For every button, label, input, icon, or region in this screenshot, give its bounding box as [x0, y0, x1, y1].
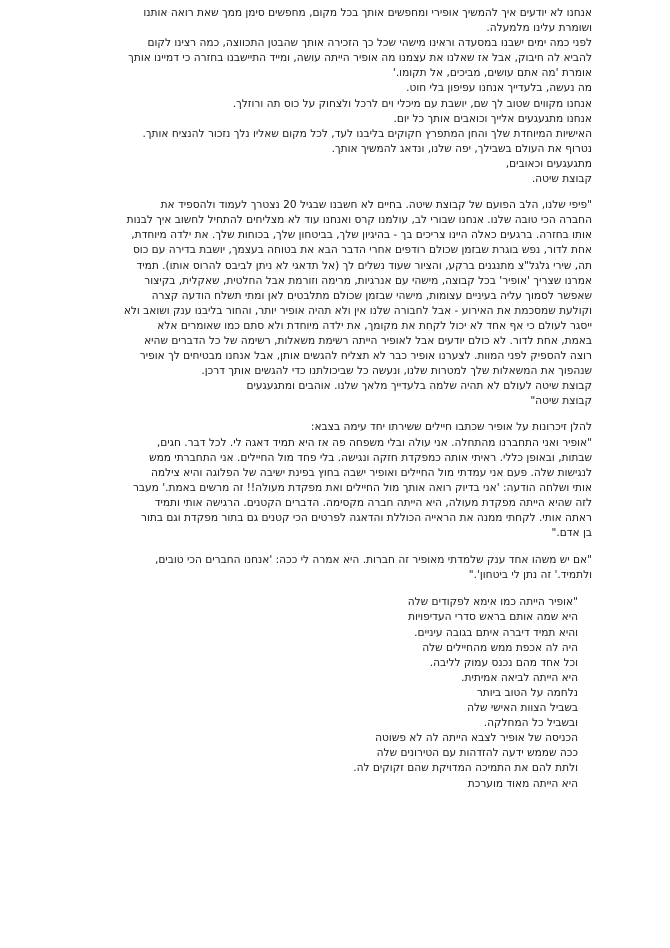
text-line: "אופיר ואני התחברנו מהתחלה. אני עולה ובלי משפחה פה אז היא תמיד דאגה לי. לכל דבר. חגים, — [156, 436, 592, 449]
text-line: שאפשר לסמוך עליה בעיניים עצומות, מישהי שבזמן שכולם מתלבטים לאן ומתי תשלח הודעה קצרה — [151, 289, 592, 302]
text-line: רוצה להספיק לפני המוות. לצערנו אופיר כבר לא תצליח להגשים אותן, אבל אנחנו מבטיחים לך אופיר — [139, 350, 592, 363]
poem-line: היה לה אכפת ממש מהחיילים שלה — [422, 641, 578, 654]
text-line: נטרוף את העולם בשבילך, יפה שלנו, ונדאג להמשיך אותך. — [331, 142, 592, 155]
text-line: "אם יש משהו אחד ענק שלמדתי מאופיר זה חברות. היא אמרה לי ככה: 'אנחנו החברים הכי טובים, — [154, 554, 592, 567]
text-line: שנהפוך את המשאלות שלך למטרות שלנו, ונעשה כל שביכולתנו כדי להגשים אותך דרכן. — [201, 365, 592, 378]
poem-section — [42, 595, 592, 791]
text-line: בן אדם." — [551, 527, 592, 540]
section-heading: להלן זיכרונות על אופיר שכתבו חיילים ששירתו יחד עימה בצבא: — [310, 421, 592, 434]
text-line: תה, שירי גלגל"צ מתנגנים ברקע, והציור שעוד נשלים לך (אל תדאגי לא ניתן לביבס להרוס אותו). תמיד — [136, 259, 592, 272]
poem-line: היא הייתה לביאה אמיתית. — [461, 671, 578, 684]
poem-line: ובשביל כל המחלקה. — [483, 717, 578, 730]
poem-line: ולתת להם את התמיכה המדויקת שהם זקוקים לה. — [353, 762, 578, 775]
text-line: לפני כמה ימים ישבנו במסעדה וראינו מישהי שכל כך הזכירה אותך שהבטן התכווצה, כמה רצינו לקום — [147, 37, 592, 50]
text-line: אחת לדור, נפש בוגרת שבזמן שכולם רודפים אחרי הדבר הבא את בטוחה בעצמך, יושבת בדירה עם כוס — [132, 244, 592, 257]
poem-line: בשביל הצוות האישי שלה — [467, 702, 578, 715]
poem-line: ככה שממש ידעה להזדהות עם הטירונים שלה — [376, 747, 578, 760]
text-line: ייסגר לעולם כי אף אחד לא יכול לקחת את מקומך, את ילדה מיוחדת ולא סתם כמו שאומרים אלא — [157, 319, 592, 332]
text-line: ולתמיד.' זה נתן לי ביטחון'." — [468, 569, 592, 582]
intro-section — [42, 6, 592, 187]
friendship-quote-section — [42, 553, 592, 583]
signature-line: קבוצת שיטה. — [531, 173, 592, 186]
text-line: קבוצת שיטה לעולם לא תהיה שלמה בלעדייך מלאך שלנו. אוהבים ומתגעגעים — [246, 380, 592, 393]
text-line: אנחנו לא יודעים איך להמשיך אופירי ומחפשים אותך בכל מקום, מחפשים סימן ממך שאת רואה אותנו — [143, 7, 592, 19]
text-line: שבתות, ובאופן כללי. ראיתי אותה כמפקדת חזקה ונגישה. בלי פחד מול החיילים. אני התחברתי ממש — [149, 451, 592, 464]
text-line: באמת, אחת לדור. לא כולם יודעים אבל לאופיר הייתה רשימת משאלות, רשימה של כל הדברים שהיא — [144, 334, 592, 347]
poem-line: והיא תמיד דיברה איתם בגובה עיניים. — [414, 626, 578, 639]
text-line: אומרת 'מה אתם עושים, מביכים, אל תקומו.' — [392, 67, 592, 80]
poem-line: הכניסה של אופיר לצבא הייתה לה לא פשוטה — [375, 732, 578, 745]
text-line: ראתה אותי. לקחתי ממנה את הראייה הכוללת והדאגה לפרטים הכי קטנים גם בתור מפקדת וגם בתור — [141, 512, 592, 524]
army-memories-section — [42, 420, 592, 541]
text-line: האישיות המיוחדת שלך והחן המתפרץ חקוקים בליבנו לעד, לכל מקום שאליו נלך נזכור להנציח אותך. — [142, 127, 592, 140]
text-line: מתגעגעים וכאובים, — [505, 157, 592, 170]
text-line: וקולעת שמסכמת את האירוע - אבל לחבורה שלנו אין ולא תהיה אופיר יותר, והחור בליבנו ענק ושואב ולא — [123, 304, 592, 317]
text-line: אותי ושלחה הודעה: 'אני בדיוק רואה אותך מול החיילים ואת מפקדת מעולה!! זה מרשים באמת.' מעבר — [132, 481, 592, 494]
signature-line: קבוצת שיטה" — [530, 395, 592, 408]
text-line: אנחנו מקווים שטוב לך שם, יושבת עם מיכלי וים לרכל ולצחוק על כוס תה ורוזלך. — [232, 97, 592, 110]
text-line: ושומרת עלינו מלמעלה. — [486, 22, 592, 35]
text-line: לנגישות שלה. פעם אני עמדתי מול החיילים ואופיר ישבה בחוץ בפינת ישיבה של הפלוגה והיא צילמה — [151, 466, 592, 479]
text-line: לזה שהיא הייתה מפקדת מעולה, היא הייתה חברה מקסימה. הדברים הקטנים. הרגישה אותי ותמיד — [154, 496, 592, 509]
text-line: להביא לה חיבוק, אבל אז שאלנו את עצמנו מה אופיר הייתה עושה, ומייד התיישבנו בחזרה כי דמיינו אותך — [128, 52, 592, 65]
poem-line: וכל אחד מהם נכנס עמוק לליבה. — [429, 656, 578, 669]
text-line: החברה הכי טובה שלנו. אנחנו שבורי לב, עולמנו קרס ואנחנו עוד לא מצליחים להתחיל לחשוב איך לבנות — [126, 214, 592, 227]
poem-line: "אופיר הייתה כמו אימא לפקודים שלה — [407, 596, 578, 609]
poem-line: נלחמה על הטוב ביותר — [476, 686, 578, 699]
poem-line: היא הייתה מאוד מוערכת — [467, 777, 578, 790]
shita-eulogy-section — [42, 198, 592, 409]
text-line: אותו בחזרה. ברגעים כאלה היינו צריכים בך - בהיגיון שלך, בביטחון שלך, בכוחות שלך. את ילדה מיוחדת, — [131, 229, 592, 242]
poem-line: היא שמה אותם בראש סדרי העדיפויות — [408, 611, 578, 624]
text-line: "פיפי שלנו, הלב הפועם של קבוצת שיטה. בחיים לא חשבנו שבגיל 20 נצטרך לעמוד ולהספיד את — [160, 199, 592, 212]
text-line: אנחנו מתגעגעים אלייך וכואבים אותך כל יום. — [393, 112, 592, 125]
text-line: מה נעשה, בלעדייך אנחנו עפיפון בלי חוט. — [406, 82, 592, 95]
text-line: אמרנו שצריך 'אופיר' בכל קבוצה, מישהי עם אנרגיות, מרימה וזורמת אבל החלטית, שאקלית, בקיצור — [144, 274, 592, 287]
